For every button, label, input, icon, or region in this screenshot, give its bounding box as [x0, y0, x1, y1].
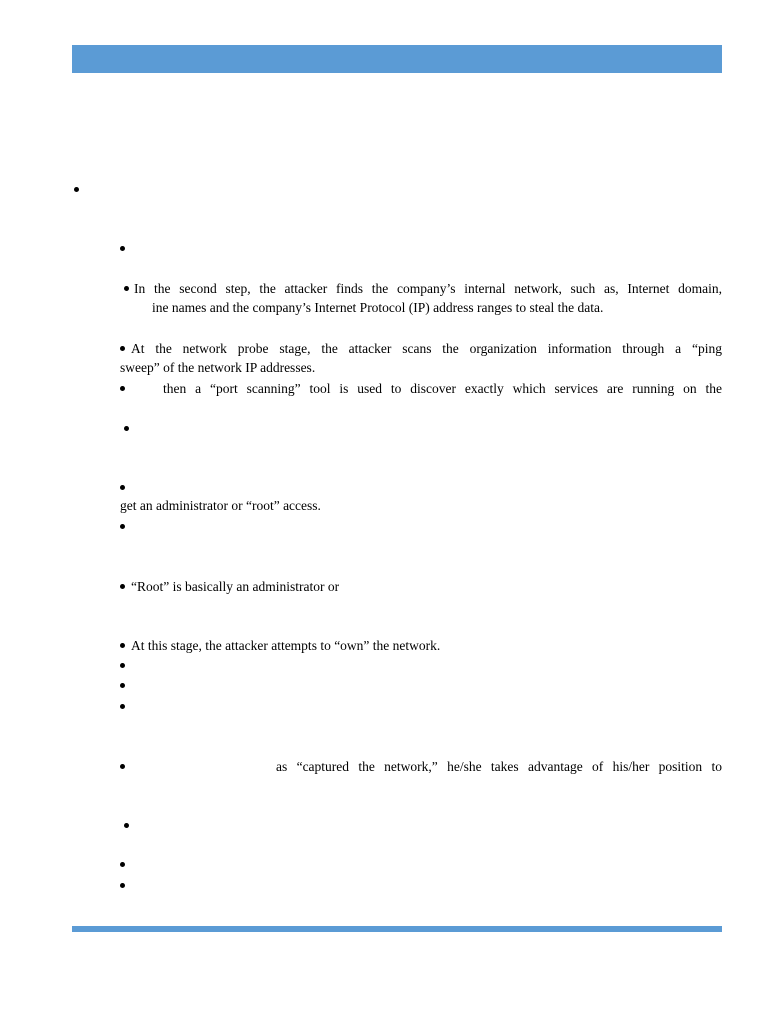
header-bar: [72, 45, 722, 73]
bullet-text-line: At this stage, the attacker attempts to “own” the network.: [131, 638, 441, 653]
bullet-text-line: ine names and the company’s Internet Protocol (IP) address ranges to steal the data.: [152, 300, 604, 315]
bullet-text-line: In the second step, the attacker finds the company’s internal network, such as, Internet domain,: [134, 281, 722, 296]
bullet-dot: [124, 426, 129, 431]
bullet-text-line: then a “port scanning” tool is used to discover exactly which services are running on the: [163, 381, 722, 396]
bullet-dot: [120, 663, 125, 668]
bullet-dot: [120, 485, 125, 490]
bullet-text-line: At the network probe stage, the attacker scans the organization information through a “ping: [131, 341, 722, 356]
bullet-dot: [120, 883, 125, 888]
bullet-text-line: get an administrator or “root” access.: [120, 498, 321, 513]
footer-rule: [72, 926, 722, 932]
bullet-dot: [120, 683, 125, 688]
bullet-dot: [120, 704, 125, 709]
bullet-dot: [120, 246, 125, 251]
bullet-dot: [124, 286, 129, 291]
bullet-dot: [120, 862, 125, 867]
bullet-dot: [124, 823, 129, 828]
bullet-dot: [120, 346, 125, 351]
bullet-text-line: “Root” is basically an administrator or: [131, 579, 340, 594]
bullet-text-line: sweep” of the network IP addresses.: [120, 360, 316, 375]
bullet-text-line: as “captured the network,” he/she takes advantage of his/her position to: [276, 759, 722, 774]
bullet-dot: [120, 386, 125, 391]
bullet-dot: [120, 643, 125, 648]
bullet-dot: [74, 187, 79, 192]
bullet-dot: [120, 524, 125, 529]
bullet-dot: [120, 584, 125, 589]
bullet-dot: [120, 764, 125, 769]
